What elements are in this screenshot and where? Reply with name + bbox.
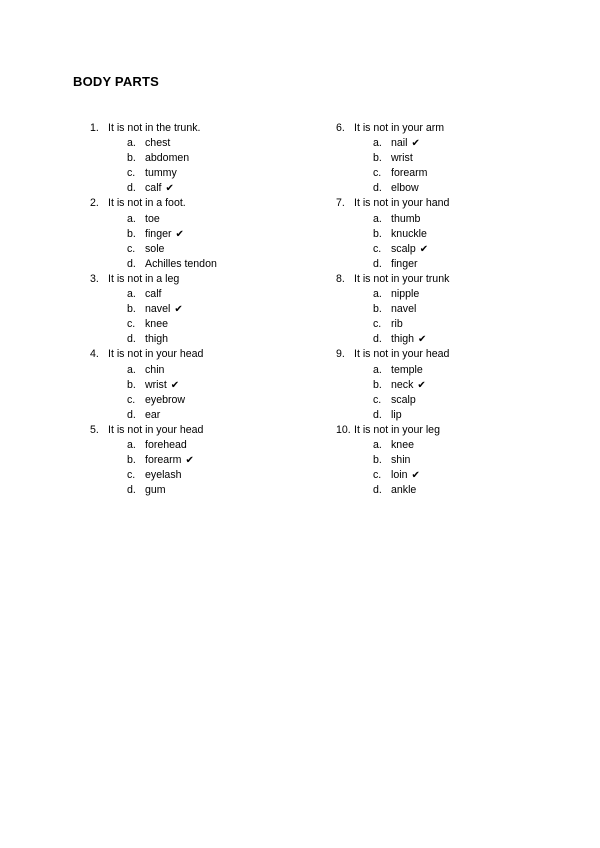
page-title: BODY PARTS (73, 74, 160, 89)
option-letter: c. (127, 393, 136, 406)
option-letter: a. (373, 137, 382, 150)
option-label: forearm (145, 454, 182, 467)
option-text (145, 408, 160, 423)
option-text (145, 378, 179, 393)
option-letter: d. (127, 182, 136, 195)
option-text (391, 181, 419, 196)
option-letter: d. (373, 408, 382, 421)
check-mark-icon: ✔ (185, 455, 194, 467)
option-text (145, 332, 168, 347)
option-letter: b. (127, 227, 136, 240)
option-label: neck (391, 378, 414, 391)
option-label: chin (145, 363, 165, 376)
question-text: It is not in your hand (354, 197, 450, 210)
check-mark-icon: ✔ (165, 183, 174, 195)
option-letter: c. (127, 167, 136, 180)
option-label: ear (145, 408, 161, 421)
check-mark-icon: ✔ (175, 228, 184, 240)
option-letter: a. (127, 288, 136, 301)
option-letter: c. (127, 469, 136, 482)
option-text (145, 302, 183, 317)
option-label: tummy (145, 167, 177, 180)
question-text: It is not in a leg (108, 272, 180, 285)
question-text: It is not in your trunk (354, 272, 450, 285)
option-text (391, 332, 426, 347)
option-text (145, 453, 194, 468)
check-mark-icon: ✔ (417, 334, 427, 346)
option-label: loin (391, 469, 408, 482)
option-letter: b. (373, 152, 382, 165)
option-text (145, 287, 162, 302)
option-label: temple (391, 363, 423, 376)
question-text: It is not in your head (354, 348, 450, 361)
option-label: calf (145, 182, 162, 195)
option-text (391, 242, 428, 257)
option-text (391, 317, 403, 332)
question-number: 4. (90, 348, 99, 361)
question-number: 7. (336, 197, 345, 210)
question-number: 9. (336, 348, 345, 361)
option-label: finger (391, 257, 418, 270)
option-letter: a. (127, 363, 136, 376)
option-text (391, 212, 420, 227)
option-text (145, 166, 177, 181)
option-text (391, 151, 413, 166)
option-text (145, 212, 160, 227)
option-text (391, 438, 414, 453)
option-text (391, 408, 402, 423)
option-text (391, 393, 416, 408)
option-label: Achilles tendon (145, 257, 217, 270)
option-text (145, 227, 184, 242)
option-label: shin (391, 454, 411, 467)
option-label: scalp (391, 242, 416, 255)
option-label: navel (145, 303, 171, 316)
option-text (145, 468, 182, 483)
option-letter: a. (373, 288, 382, 301)
option-text (391, 453, 410, 468)
option-letter: d. (373, 257, 382, 270)
option-text (391, 257, 418, 272)
option-label: ankle (391, 484, 417, 497)
question-number: 2. (90, 197, 99, 210)
option-label: thigh (391, 333, 414, 346)
option-letter: a. (373, 438, 382, 451)
check-mark-icon: ✔ (411, 138, 420, 150)
check-mark-icon: ✔ (419, 243, 429, 255)
question-number: 3. (90, 272, 99, 285)
option-letter: b. (127, 454, 136, 467)
option-text (145, 393, 185, 408)
option-text (145, 317, 168, 332)
option-label: eyelash (145, 469, 182, 482)
option-label: thigh (145, 333, 168, 346)
option-letter: b. (127, 378, 136, 391)
question-number: 6. (336, 122, 345, 134)
question-text: It is not in a foot. (108, 197, 186, 210)
option-label: lip (391, 408, 402, 421)
question-number: 5. (90, 423, 99, 436)
question-number: 1. (90, 122, 99, 134)
option-letter: b. (373, 378, 382, 391)
option-letter: d. (127, 333, 136, 346)
option-letter: b. (127, 152, 136, 165)
option-label: wrist (391, 152, 413, 165)
option-text (145, 363, 164, 378)
option-letter: a. (127, 438, 136, 451)
option-text (391, 166, 428, 181)
option-letter: a. (127, 137, 136, 150)
option-letter: d. (127, 408, 136, 421)
option-letter: c. (127, 318, 136, 331)
option-label: chest (145, 137, 171, 150)
option-text (391, 136, 420, 151)
check-mark-icon: ✔ (170, 379, 180, 391)
option-letter: d. (373, 333, 382, 346)
option-text (145, 151, 189, 166)
option-letter: d. (127, 484, 136, 497)
option-label: nipple (391, 288, 420, 301)
option-text (391, 227, 427, 242)
option-letter: d. (373, 182, 382, 195)
option-label: thumb (391, 212, 421, 225)
question-text: It is not in your head (108, 423, 204, 436)
option-label: sole (145, 242, 165, 255)
option-label: calf (145, 288, 162, 301)
option-label: navel (391, 303, 417, 316)
option-text (391, 378, 426, 393)
option-letter: c. (373, 167, 382, 180)
check-mark-icon: ✔ (174, 304, 183, 316)
option-label: rib (391, 318, 403, 331)
option-letter: a. (373, 363, 382, 376)
option-label: wrist (145, 378, 167, 391)
option-text (145, 242, 164, 257)
option-text (391, 302, 416, 317)
option-letter: d. (373, 484, 382, 497)
option-label: knee (391, 438, 414, 451)
question-text: It is not in your arm (354, 122, 445, 134)
option-label: forehead (145, 438, 187, 451)
option-label: forearm (391, 167, 428, 180)
option-letter: c. (373, 242, 382, 255)
option-text (391, 287, 419, 302)
option-label: abdomen (145, 152, 190, 165)
option-label: knuckle (391, 227, 427, 240)
option-letter: a. (127, 212, 136, 225)
option-letter: a. (373, 212, 382, 225)
question-text: It is not in your head (108, 348, 204, 361)
option-text (145, 136, 170, 151)
option-letter: b. (127, 303, 136, 316)
option-letter: c. (373, 469, 382, 482)
option-label: knee (145, 318, 168, 331)
check-mark-icon: ✔ (417, 379, 426, 391)
option-text (391, 468, 420, 483)
option-letter: b. (373, 454, 382, 467)
question-number: 8. (336, 272, 345, 285)
option-letter: b. (373, 227, 382, 240)
option-label: scalp (391, 393, 416, 406)
check-mark-icon: ✔ (411, 470, 420, 482)
option-label: elbow (391, 182, 419, 195)
option-text (145, 483, 166, 498)
option-letter: c. (127, 242, 136, 255)
option-text (145, 181, 174, 196)
option-letter: d. (127, 257, 136, 270)
option-label: gum (145, 484, 166, 497)
option-text (145, 438, 187, 453)
option-text (145, 257, 217, 272)
option-text (391, 363, 423, 378)
option-letter: b. (373, 303, 382, 316)
option-label: finger (145, 227, 172, 240)
question-text: It is not in the trunk. (108, 122, 201, 134)
option-letter: c. (373, 318, 382, 331)
option-label: eyebrow (145, 393, 186, 406)
option-text (391, 483, 416, 498)
option-label: toe (145, 212, 160, 225)
question-text: It is not in your leg (354, 423, 440, 436)
option-label: nail (391, 137, 408, 150)
option-letter: c. (373, 393, 382, 406)
question-number: 10. (336, 423, 351, 436)
